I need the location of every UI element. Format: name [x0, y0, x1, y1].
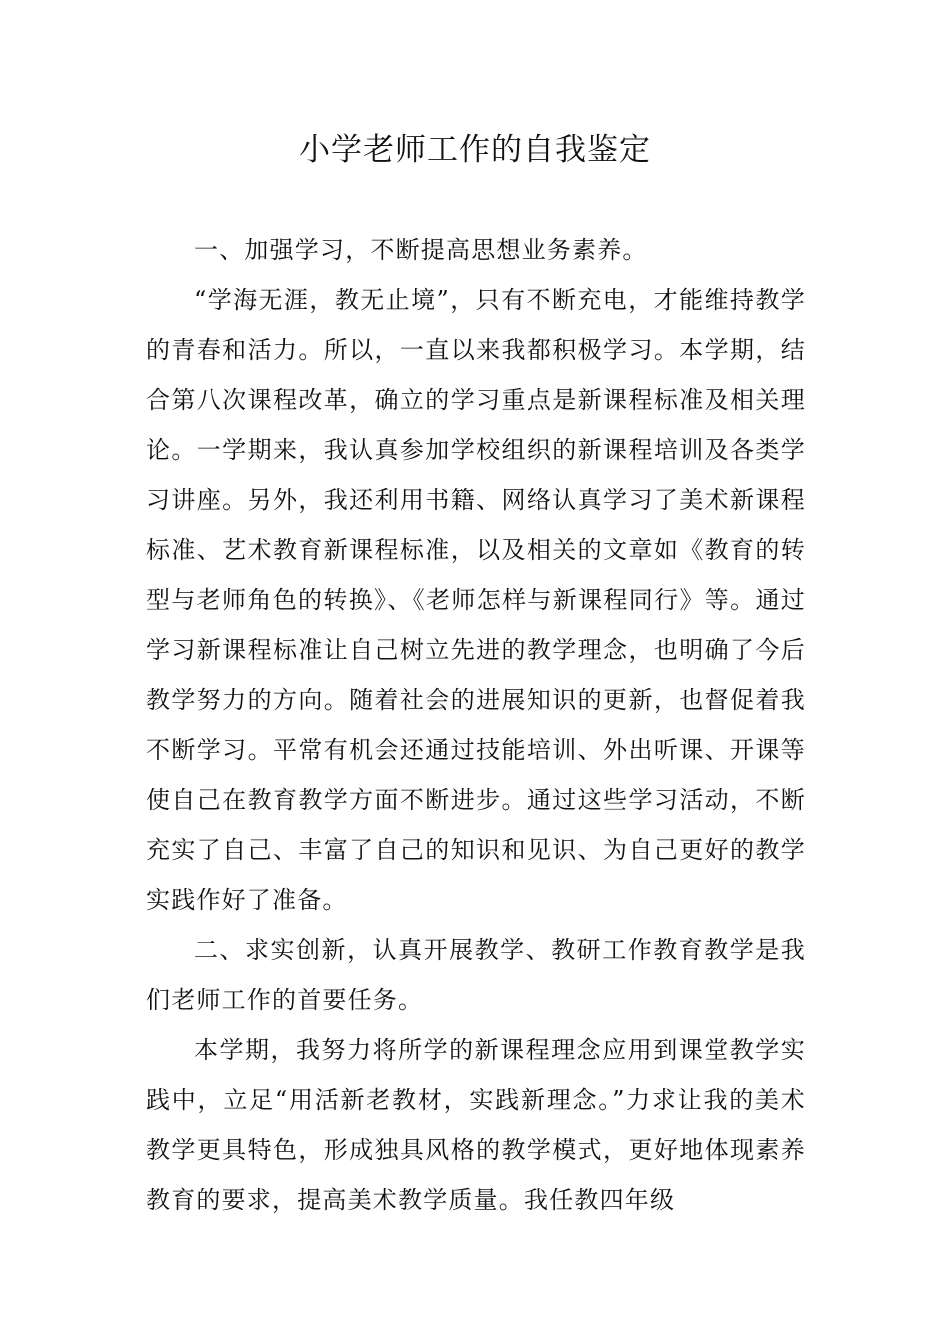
paragraph-section-two-heading: 二、求实创新，认真开展教学、教研工作教育教学是我们老师工作的首要任务。	[146, 936, 806, 1014]
paragraph-section-one-heading: 一、加强学习，不断提高思想业务素养。	[194, 236, 648, 264]
document-body	[146, 225, 806, 1225]
paragraph-learning: “学海无涯，教无止境”，只有不断充电，才能维持教学的青春和活力。所以，一直以来我都积极学习。本学期，结合第八次课程改革，确立的学习重点是新课程标准及相关理论。一学期来，我认真参加学校组织的新课程培训及各类学习讲座。另外，我还利用书籍、网络认真学习了美术新课程标准、艺术教育新课程标准，以及相关的文章如《教育的转型与老师角色的转换》、《老师怎样与新课程同行》等。通过学习新课程标准让自己树立先进的教学理念，也明确了今后教学努力的方向。随着社会的进展知识的更新，也督促着我不断学习。平常有机会还通过技能培训、外出听课、开课等使自己在教育教学方面不断进步。通过这些学习活动，不断充实了自己、丰富了自己的知识和见识、为自己更好的教学实践作好了准备。	[146, 286, 806, 914]
paragraph-teaching-practice: 本学期，我努力将所学的新课程理念应用到课堂教学实践中，立足“用活新老教材，实践新理念。”力求让我的美术教学更具特色，形成独具风格的教学模式，更好地体现素养教育的要求，提高美术教学质量。我任教四年级	[146, 1036, 806, 1214]
document-title: 小学老师工作的自我鉴定	[299, 132, 651, 168]
